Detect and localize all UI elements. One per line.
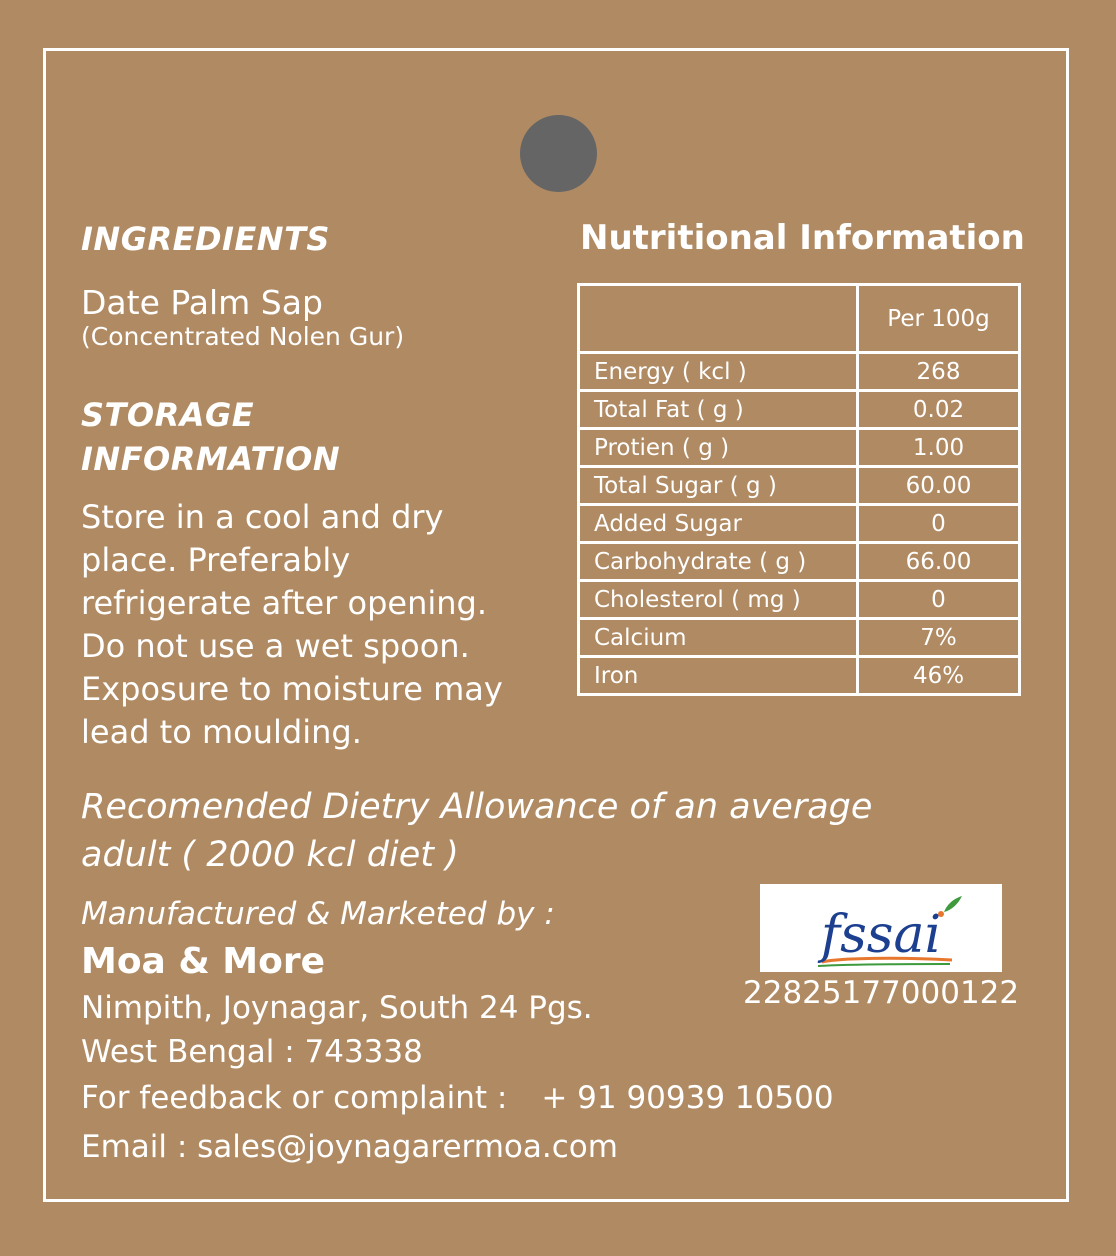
nutrient-label: Carbohydrate ( g )	[579, 543, 858, 581]
manufacturer-name: Moa & More	[81, 941, 326, 982]
table-row	[579, 429, 1020, 467]
fssai-logo	[760, 884, 1002, 972]
storage-text	[81, 496, 551, 754]
email-line: Email : sales@joynagarermoa.com	[81, 1129, 618, 1165]
fssai-logo-text: fssai	[820, 905, 942, 965]
nutrient-label: Cholesterol ( mg )	[579, 581, 858, 619]
nutrient-label: Calcium	[579, 619, 858, 657]
nutrient-value: 0	[858, 581, 1020, 619]
nutrient-label: Energy ( kcl )	[579, 353, 858, 391]
rda-line2: adult ( 2000 kcl diet )	[81, 835, 459, 875]
table-row	[579, 657, 1020, 695]
nutrient-value: 0	[858, 505, 1020, 543]
table-row	[579, 353, 1020, 391]
nutrient-value: 60.00	[858, 467, 1020, 505]
nutrient-value: 46%	[858, 657, 1020, 695]
manufacturer-label: Manufactured & Marketed by :	[81, 896, 555, 932]
ingredients-heading: INGREDIENTS	[81, 220, 330, 258]
nutrient-label: Total Fat ( g )	[579, 391, 858, 429]
nutrient-label: Total Sugar ( g )	[579, 467, 858, 505]
ingredients-sub: (Concentrated Nolen Gur)	[81, 322, 405, 351]
nutrient-value: 1.00	[858, 429, 1020, 467]
fssai-logo-graphic	[760, 884, 1002, 972]
table-row	[579, 391, 1020, 429]
feedback-label: For feedback or complaint :	[81, 1080, 508, 1116]
phone-number: + 91 90939 10500	[541, 1080, 834, 1116]
nutrient-label: Added Sugar	[579, 505, 858, 543]
nutrition-heading: Nutritional Information	[580, 218, 1025, 258]
nutrient-value: 66.00	[858, 543, 1020, 581]
table-header-row	[579, 285, 1020, 353]
address-line2: West Bengal : 743338	[81, 1034, 423, 1070]
fssai-license-number: 22825177000122	[743, 975, 1020, 1011]
nutrient-label: Protien ( g )	[579, 429, 858, 467]
storage-heading-line2: INFORMATION	[81, 440, 341, 478]
storage-line: refrigerate after opening.	[81, 584, 488, 622]
table-row	[579, 505, 1020, 543]
rda-note	[81, 783, 872, 879]
storage-line: Store in a cool and dry	[81, 498, 444, 536]
manufacturer-address	[81, 986, 593, 1074]
feedback-line	[81, 1074, 834, 1123]
table-row	[579, 581, 1020, 619]
table-row	[579, 467, 1020, 505]
nutrient-value: 0.02	[858, 391, 1020, 429]
ingredients-main: Date Palm Sap	[81, 283, 323, 322]
hang-hole	[520, 115, 597, 192]
storage-line: place. Preferably	[81, 541, 351, 579]
nutrient-value: 268	[858, 353, 1020, 391]
storage-line: lead to moulding.	[81, 713, 362, 751]
storage-heading-line1: STORAGE	[81, 396, 255, 434]
nutrient-label: Iron	[579, 657, 858, 695]
header-blank-cell	[579, 285, 858, 353]
table-row	[579, 543, 1020, 581]
rda-line1: Recomended Dietry Allowance of an average	[81, 787, 873, 827]
table-row	[579, 619, 1020, 657]
nutrient-value: 7%	[858, 619, 1020, 657]
storage-heading	[81, 393, 340, 481]
header-per-100g: Per 100g	[858, 285, 1020, 353]
storage-line: Do not use a wet spoon.	[81, 627, 470, 665]
nutrition-table	[577, 283, 1021, 696]
address-line1: Nimpith, Joynagar, South 24 Pgs.	[81, 990, 593, 1026]
storage-line: Exposure to moisture may	[81, 670, 503, 708]
contact-info	[81, 1074, 834, 1172]
